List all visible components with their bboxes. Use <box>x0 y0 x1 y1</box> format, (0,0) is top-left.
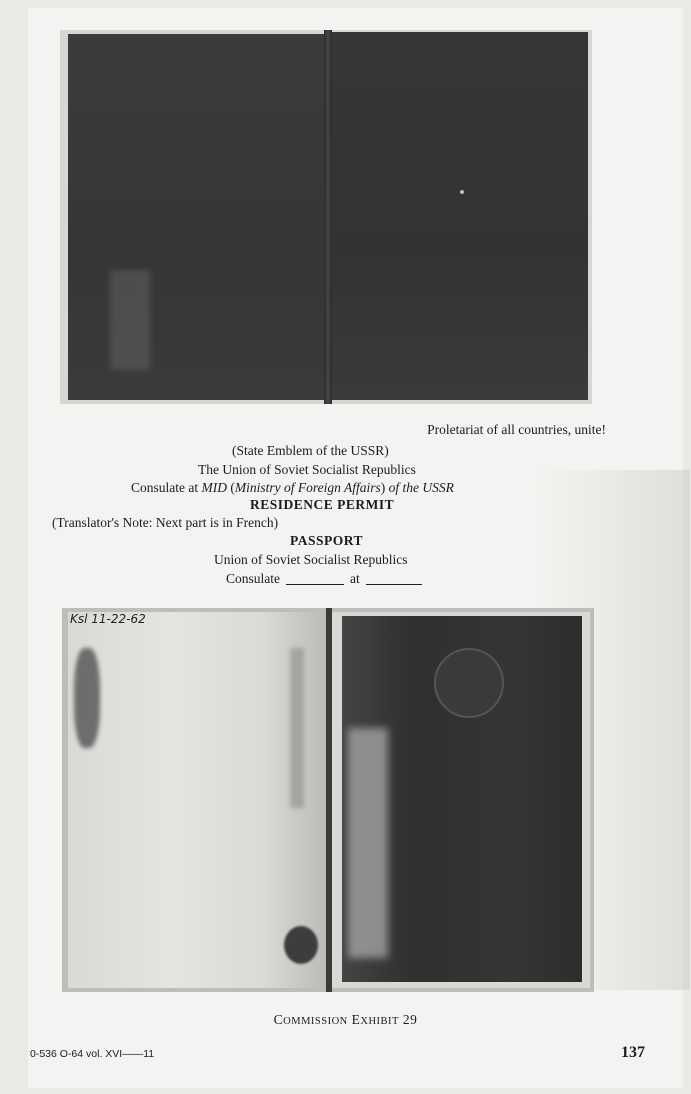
consulate-suffix: of the USSR <box>388 480 454 495</box>
slogan-line: Proletariat of all countries, unite! <box>427 422 606 437</box>
cover-left-panel <box>68 34 326 400</box>
consulate-blank-line <box>226 571 422 587</box>
cover-spine <box>324 30 332 404</box>
left-page-ink-blot <box>284 926 318 964</box>
consulate-ministry: Ministry of Foreign Affairs <box>234 480 381 495</box>
passport-cover-photo <box>60 30 592 404</box>
print-code: 0-536 O-64 vol. XVI——11 <box>30 1048 155 1060</box>
handwritten-note: Ksl 11-22-62 <box>70 612 146 626</box>
cover-right-panel <box>330 32 588 400</box>
caption-xhibit: XHIBIT <box>360 1016 399 1027</box>
passport-heading: PASSPORT <box>290 533 364 548</box>
emblem-line: (State Emblem of the USSR) <box>232 443 389 458</box>
residence-permit-heading: RESIDENCE PERMIT <box>250 497 395 512</box>
caption-ommission: OMMISSION <box>283 1016 348 1027</box>
cover-speck <box>460 190 464 194</box>
caption-e: E <box>351 1012 361 1027</box>
open-passport-photo <box>62 608 594 992</box>
consulate-prefix: Consulate at <box>131 480 202 495</box>
consulate-blank <box>286 584 344 585</box>
union-short-line: Union of Soviet Socialist Republics <box>214 552 408 567</box>
consulate-word: Consulate <box>226 571 280 586</box>
ussr-emblem-icon <box>434 648 504 718</box>
translator-note: (Translator's Note: Next part is in French) <box>52 515 279 530</box>
left-page-fold-shadow <box>290 648 304 808</box>
at-word: at <box>350 571 360 586</box>
union-line: The Union of Soviet Socialist Republics <box>198 462 416 477</box>
consulate-mid: MID <box>201 480 227 495</box>
caption-c: C <box>273 1012 284 1027</box>
right-page-wear <box>348 728 388 958</box>
caption-number: 29 <box>402 1012 418 1027</box>
exhibit-caption <box>0 1012 691 1028</box>
cover-smudge <box>110 270 150 370</box>
at-blank <box>366 584 422 585</box>
consulate-line: Consulate at MID (Ministry of Foreign Affairs) of the USSR <box>131 480 454 495</box>
left-page-stain <box>74 648 100 748</box>
page-number: 137 <box>621 1044 645 1061</box>
